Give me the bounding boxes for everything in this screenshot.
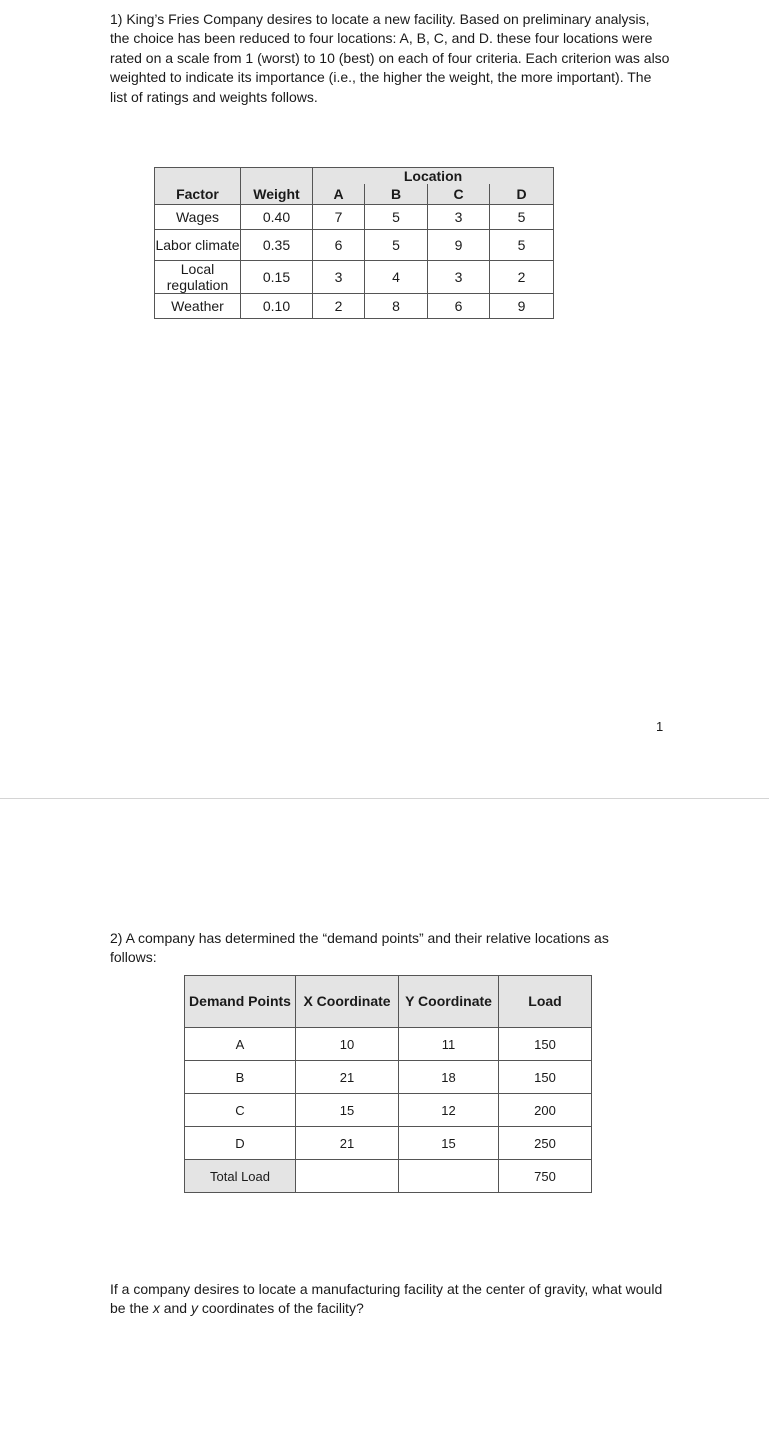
question-2-text: 2) A company has determined the “demand points” and their relative locations as follows: — [110, 930, 609, 966]
header-empty-factor — [155, 168, 241, 185]
rating-b-cell: 5 — [365, 230, 428, 261]
load-cell: 250 — [499, 1127, 592, 1160]
header-empty-weight — [241, 168, 313, 185]
total-load-label: Total Load — [185, 1160, 296, 1193]
point-cell: B — [185, 1061, 296, 1094]
header-location-a: A — [313, 184, 365, 205]
ratings-table — [154, 167, 554, 319]
factor-cell: Weather — [155, 294, 241, 319]
rating-b-cell: 5 — [365, 205, 428, 230]
question-1-text: 1) King’s Fries Company desires to locate a new facility. Based on preliminary analysis, the choice has been reduced to four locations: A, B, C, and D. these four locations were rated on a scale from 1 (worst) to 10 (best) on each of four criteria. Each criterion was also weighted to indicate its importance (i.e., the higher the weight, the more important). The list of ratings and weights follows. — [110, 11, 670, 105]
table-row — [155, 294, 554, 319]
table-row — [155, 261, 554, 294]
point-cell: A — [185, 1028, 296, 1061]
weight-cell: 0.40 — [241, 205, 313, 230]
y-variable: y — [190, 1300, 198, 1317]
page-number: 1 — [656, 719, 664, 734]
rating-d-cell: 5 — [490, 205, 554, 230]
header-location-d: D — [490, 184, 554, 205]
rating-a-cell: 7 — [313, 205, 365, 230]
x-cell: 21 — [296, 1061, 399, 1094]
header-location-b: B — [365, 184, 428, 205]
total-row — [185, 1160, 592, 1193]
x-cell: 21 — [296, 1127, 399, 1160]
y-cell: 12 — [399, 1094, 499, 1127]
rating-c-cell: 3 — [428, 205, 490, 230]
location-group-header: Location — [313, 168, 554, 185]
table-row — [185, 1028, 592, 1061]
factor-cell: Labor climate — [155, 230, 241, 261]
x-cell: 15 — [296, 1094, 399, 1127]
rating-d-cell: 2 — [490, 261, 554, 294]
total-load-cell: 750 — [499, 1160, 592, 1193]
header-x-coordinate: X Coordinate — [296, 976, 399, 1028]
table-row — [185, 1061, 592, 1094]
weight-cell: 0.35 — [241, 230, 313, 261]
rating-c-cell: 9 — [428, 230, 490, 261]
rating-c-cell: 6 — [428, 294, 490, 319]
table-row — [185, 1127, 592, 1160]
factor-cell: Local regulation — [155, 261, 241, 294]
question-3-part: coordinates of the facility? — [197, 1300, 364, 1317]
load-cell: 150 — [499, 1028, 592, 1061]
y-cell: 15 — [399, 1127, 499, 1160]
header-location-c: C — [428, 184, 490, 205]
factor-cell: Wages — [155, 205, 241, 230]
y-cell: 18 — [399, 1061, 499, 1094]
point-cell: D — [185, 1127, 296, 1160]
rating-b-cell: 8 — [365, 294, 428, 319]
weight-cell: 0.10 — [241, 294, 313, 319]
header-demand-points: Demand Points — [185, 976, 296, 1028]
rating-d-cell: 9 — [490, 294, 554, 319]
total-x-cell — [296, 1160, 399, 1193]
rating-c-cell: 3 — [428, 261, 490, 294]
header-y-coordinate: Y Coordinate — [399, 976, 499, 1028]
y-cell: 11 — [399, 1028, 499, 1061]
load-cell: 150 — [499, 1061, 592, 1094]
question-3-part: If a company desires to locate a manufacturing facility at the center of gravity, what would be the — [110, 1281, 663, 1317]
rating-a-cell: 2 — [313, 294, 365, 319]
table-row — [185, 1094, 592, 1127]
rating-a-cell: 3 — [313, 261, 365, 294]
x-cell: 10 — [296, 1028, 399, 1061]
header-factor: Factor — [155, 184, 241, 205]
demand-table — [184, 975, 592, 1193]
question-3-part: and — [159, 1300, 191, 1317]
table-row — [155, 205, 554, 230]
header-weight: Weight — [241, 184, 313, 205]
x-variable: x — [152, 1300, 160, 1317]
table-row — [155, 230, 554, 261]
question-3-text — [110, 1280, 670, 1319]
weight-cell: 0.15 — [241, 261, 313, 294]
page-2 — [0, 799, 769, 1438]
header-load: Load — [499, 976, 592, 1028]
rating-d-cell: 5 — [490, 230, 554, 261]
rating-b-cell: 4 — [365, 261, 428, 294]
point-cell: C — [185, 1094, 296, 1127]
rating-a-cell: 6 — [313, 230, 365, 261]
load-cell: 200 — [499, 1094, 592, 1127]
total-y-cell — [399, 1160, 499, 1193]
